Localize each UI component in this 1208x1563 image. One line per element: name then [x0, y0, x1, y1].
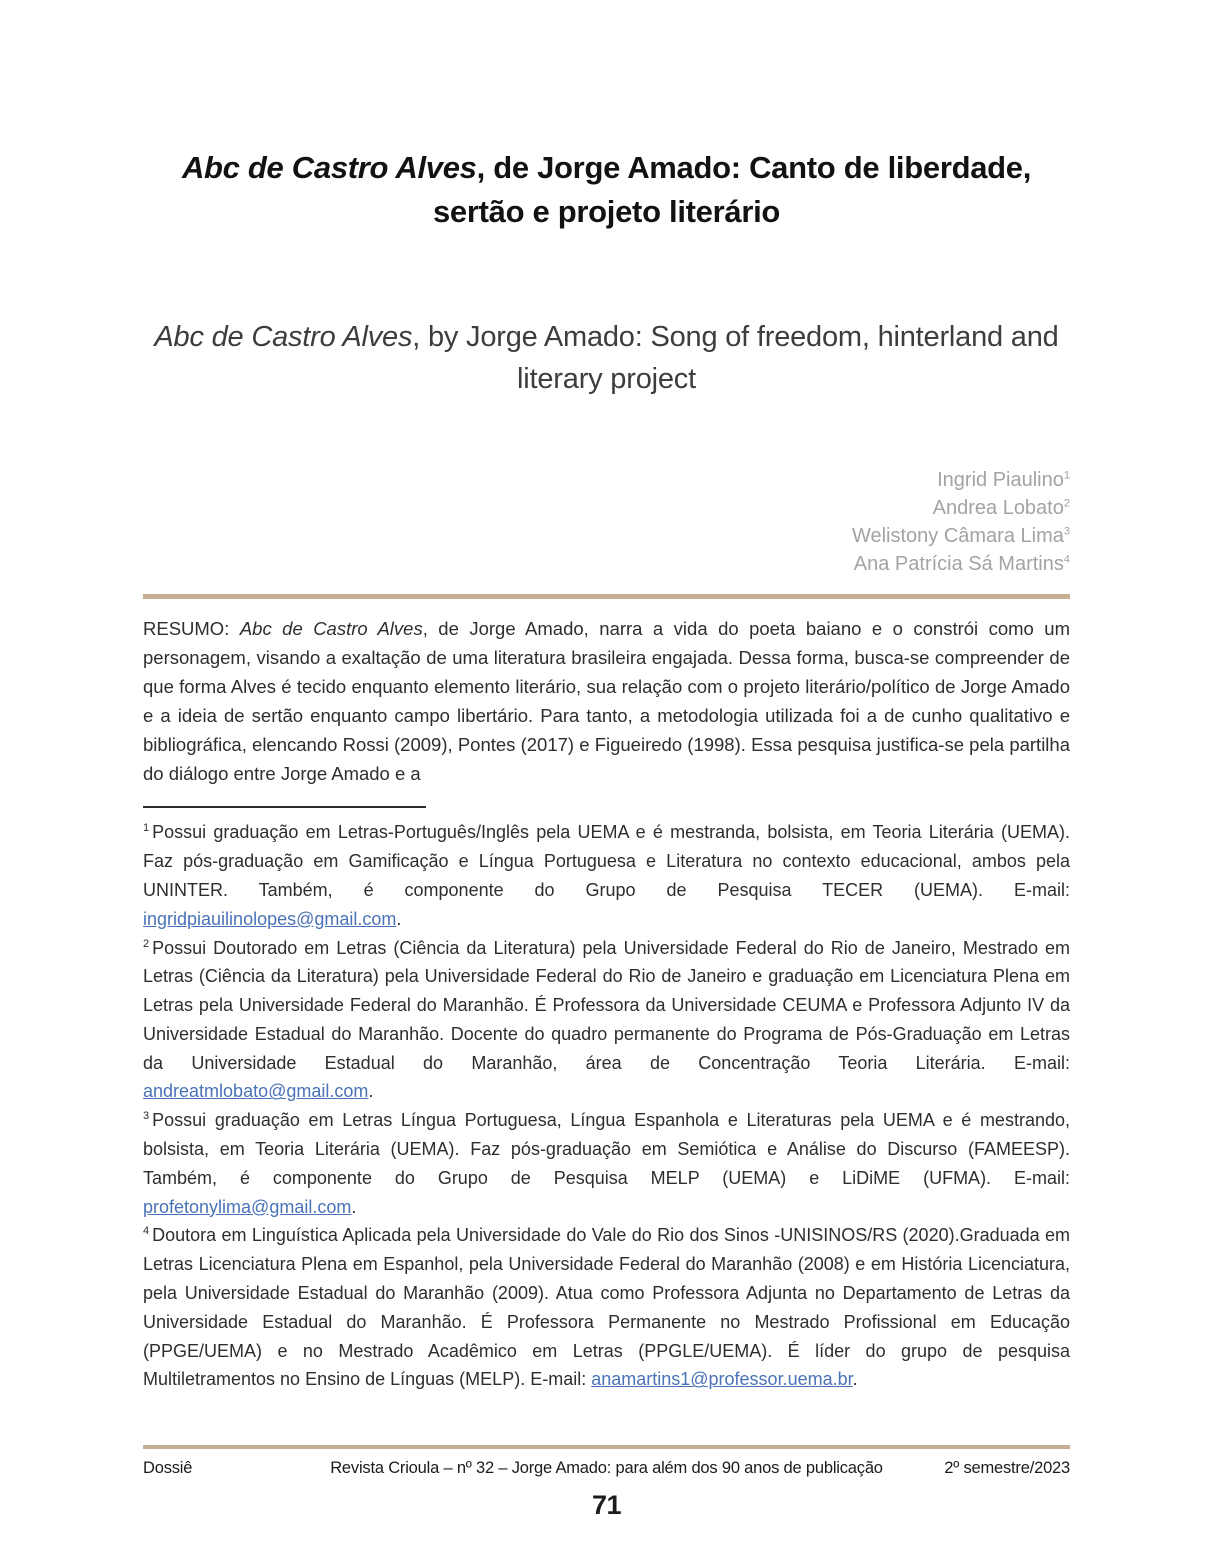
footnote-number: 1	[143, 822, 150, 835]
footnote-period: .	[351, 1196, 357, 1217]
authors-block	[143, 466, 1070, 578]
footnote-divider-rule	[143, 806, 426, 808]
footnote-period: .	[368, 1081, 374, 1102]
footnote-4	[143, 1221, 1070, 1394]
footnote-text: Possui Doutorado em Letras (Ciência da Literatura) pela Universidade Federal do Rio de Janeiro, Mestrado em Letras (Ciência da Literatura) pela Universidade Federal do Rio de Janeiro e graduação em Licenciatura Plena em Letras pela Universidade Federal do Maranhão. É Professora da Universidade CEUMA e Professora Adjunto IV da Universidade Estadual do Maranhão. Docente do quadro permanente do Programa de Pós-Graduação em Letras da Universidade Estadual do Maranhão, área de Concentração Teoria Literária. E-mail:	[143, 937, 1070, 1073]
author-line	[143, 522, 1070, 550]
author-name: Andrea Lobato	[932, 497, 1064, 520]
footnote-1	[143, 818, 1070, 933]
abstract-paragraph	[143, 614, 1070, 788]
page-footer	[143, 1445, 1070, 1521]
author-line	[143, 550, 1070, 578]
author-footnote-ref: 2	[1063, 497, 1070, 510]
author-footnote-ref: 4	[1063, 553, 1070, 566]
title-italic-part: Abc de Castro Alves	[181, 150, 477, 185]
author-name: Welistony Câmara Lima	[851, 525, 1064, 548]
footer-divider-rule	[143, 1445, 1070, 1449]
subtitle-italic-part: Abc de Castro Alves	[154, 321, 413, 354]
email-link[interactable]: anamartins1@professor.uema.br	[591, 1369, 853, 1390]
author-footnote-ref: 3	[1063, 525, 1070, 538]
email-link[interactable]: ingridpiauilinolopes@gmail.com	[143, 908, 397, 929]
footer-journal-title: Revista Crioula – nº 32 – Jorge Amado: para além dos 90 anos de publicação	[330, 1459, 883, 1477]
author-name: Ingrid Piaulino	[937, 469, 1064, 492]
footer-row	[143, 1459, 1070, 1478]
title-rest: , de Jorge Amado: Canto de liberdade, sertão e projeto literário	[432, 150, 1032, 230]
footer-issue-date: 2º semestre/2023	[944, 1459, 1070, 1477]
footnote-text: Doutora em Linguística Aplicada pela Universidade do Vale do Rio dos Sinos -UNISINOS/RS (2020).Graduada em Letras Licenciatura Plena em Espanhol, pela Universidade Federal do Maranhão (2008) e em História Licenciatura, pela Universidade Estadual do Maranhão (2009). Atua como Professora Adjunta no Departamento de Letras da Universidade Estadual do Maranhão. É Professora Permanente no Mestrado Profissional em Educação (PPGE/UEMA) e no Mestrado Acadêmico em Letras (PPGLE/UEMA). É líder do grupo de pesquisa Multiletramentos no Ensino de Línguas (MELP). E-mail:	[143, 1225, 1070, 1390]
email-link[interactable]: profetonylima@gmail.com	[143, 1196, 352, 1217]
abstract-italic-part: Abc de Castro Alves	[239, 618, 423, 640]
author-name: Ana Patrícia Sá Martins	[853, 553, 1064, 576]
footnote-text: Possui graduação em Letras-Português/Inglês pela UEMA e é mestranda, bolsista, em Teoria Literária (UEMA). Faz pós-graduação em Gamificação e Língua Portuguesa e Literatura no contexto educacional, ambos pela UNINTER. Também, é componente do Grupo de Pesquisa TECER (UEMA). E-mail:	[143, 822, 1070, 900]
footnote-number: 3	[143, 1110, 150, 1123]
section-divider-rule	[143, 594, 1070, 599]
email-link[interactable]: andreatmlobato@gmail.com	[143, 1081, 369, 1102]
footnotes-block	[143, 818, 1070, 1394]
subtitle-rest: , by Jorge Amado: Song of freedom, hinterland and literary project	[412, 321, 1059, 396]
footer-section-label: Dossiê	[143, 1459, 193, 1477]
page-content	[143, 0, 1070, 1394]
footnote-text: Possui graduação em Letras Língua Portuguesa, Língua Espanhola e Literaturas pela UEMA e é mestrando, bolsista, em Teoria Literária (UEMA). Faz pós-graduação em Semiótica e Análise do Discurso (FAMEESP). Também, é componente do Grupo de Pesquisa MELP (UEMA) e LiDiME (UFMA). E-mail:	[143, 1110, 1070, 1188]
footnote-number: 4	[143, 1225, 150, 1238]
footnote-period: .	[852, 1369, 858, 1390]
footnote-period: .	[396, 908, 402, 929]
author-footnote-ref: 1	[1063, 469, 1070, 482]
abstract-text: , de Jorge Amado, narra a vida do poeta baiano e o constrói como um personagem, visando a exaltação de uma literatura brasileira engajada. Dessa forma, busca-se compreender de que forma Alves é tecido enquanto elemento literário, sua relação com o projeto literário/político de Jorge Amado e a ideia de sertão enquanto campo libertário. Para tanto, a metodologia utilizada foi a de cunho qualitativo e bibliográfica, elencando Rossi (2009), Pontes (2017) e Figueiredo (1998). Essa pesquisa justifica-se pela partilha do diálogo entre Jorge Amado e a	[143, 618, 1071, 785]
footnote-2	[143, 934, 1070, 1107]
author-line	[143, 494, 1070, 522]
footnote-3	[143, 1106, 1070, 1221]
abstract-label: RESUMO:	[143, 618, 240, 640]
page-title	[143, 146, 1070, 234]
page-subtitle	[143, 316, 1070, 400]
footnote-number: 2	[143, 937, 150, 950]
page-number: 71	[591, 1490, 622, 1520]
author-line	[143, 466, 1070, 494]
